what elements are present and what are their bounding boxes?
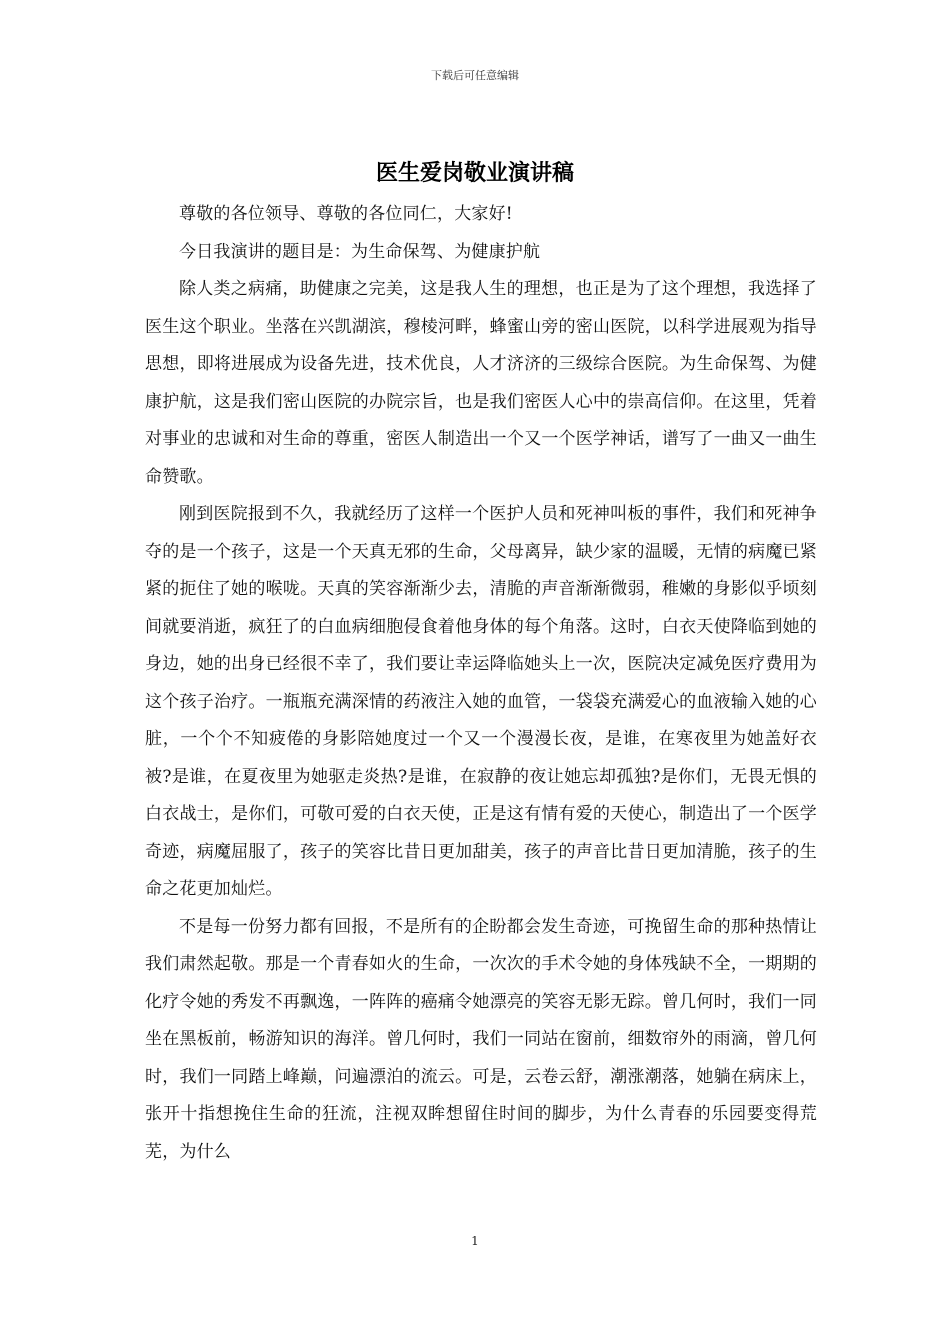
paragraph-topic: 今日我演讲的题目是：为生命保驾、为健康护航 bbox=[179, 241, 541, 262]
page-header: 下载后可任意编辑 bbox=[431, 69, 519, 82]
document-title: 医生爱岗敬业演讲稿 bbox=[375, 160, 574, 186]
paragraph-greeting: 尊敬的各位领导、尊敬的各位同仁，大家好! bbox=[179, 204, 513, 224]
paragraph-ideal: 除人类之病痛，助健康之完美，这是我人生的理想，也正是为了这个理想，我选择了医生这个职业。坐落在兴凯湖滨，穆棱河畔，蜂蜜山旁的密山医院，以科学进展观为指导思想，即将进展成为设备先进，技术优良，人才济济的三级综合医院。为生命保驾、为健康护航，这是我们密山医院的办院宗旨，也是我们密医人心中的崇高信仰。在这里，凭着对事业的忠诚和对生命的尊重，密医人制造出一个又一个医学神话，谱写了一曲又一曲生命赞歌。 bbox=[145, 279, 817, 487]
paragraph-youth-story: 不是每一份努力都有回报，不是所有的企盼都会发生奇迹，可挽留生命的那种热情让我们肃然起敬。那是一个青春如火的生命，一次次的手术令她的身体残缺不全，一期期的化疗令她的秀发不再飘逸，一阵阵的癌痛令她漂亮的笑容无影无踪。曾几何时，我们一同坐在黑板前，畅游知识的海洋。曾几何时，我们一同站在窗前，细数帘外的雨滴，曾几何时，我们一同踏上峰巅，问遍漂泊的流云。可是，云卷云舒，潮涨潮落，她躺在病床上，张开十指想挽住生命的狂流，注视双眸想留住时间的脚步，为什么青春的乐园要变得荒芜，为什么 bbox=[145, 916, 817, 1162]
page-number: 1 bbox=[471, 1234, 479, 1248]
document-body bbox=[145, 196, 817, 1171]
paragraph-child-story: 刚到医院报到不久，我就经历了这样一个医护人员和死神叫板的事件，我们和死神争夺的是一个孩子，这是一个天真无邪的生命，父母离异，缺少家的温暖，无情的病魔已紧紧的扼住了她的喉咙。天真的笑容渐渐少去，清脆的声音渐渐微弱，稚嫩的身影似乎顷刻间就要消逝，疯狂了的白血病细胞侵食着他身体的每个角落。这时，白衣天使降临到她的身边，她的出身已经很不幸了，我们要让幸运降临她头上一次，医院决定减免医疗费用为这个孩子治疗。一瓶瓶充满深情的药液注入她的血管，一袋袋充满爱心的血液输入她的心脏，一个个不知疲倦的身影陪她度过一个又一个漫漫长夜，是谁，在寒夜里为她盖好衣被?是谁，在夏夜里为她驱走炎热?是谁，在寂静的夜让她忘却孤独?是你们，无畏无惧的白衣战士，是你们，可敬可爱的白衣天使，正是这有情有爱的天使心，制造出了一个医学奇迹，病魔屈服了，孩子的笑容比昔日更加甜美，孩子的声音比昔日更加清脆，孩子的生命之花更加灿烂。 bbox=[145, 504, 817, 899]
